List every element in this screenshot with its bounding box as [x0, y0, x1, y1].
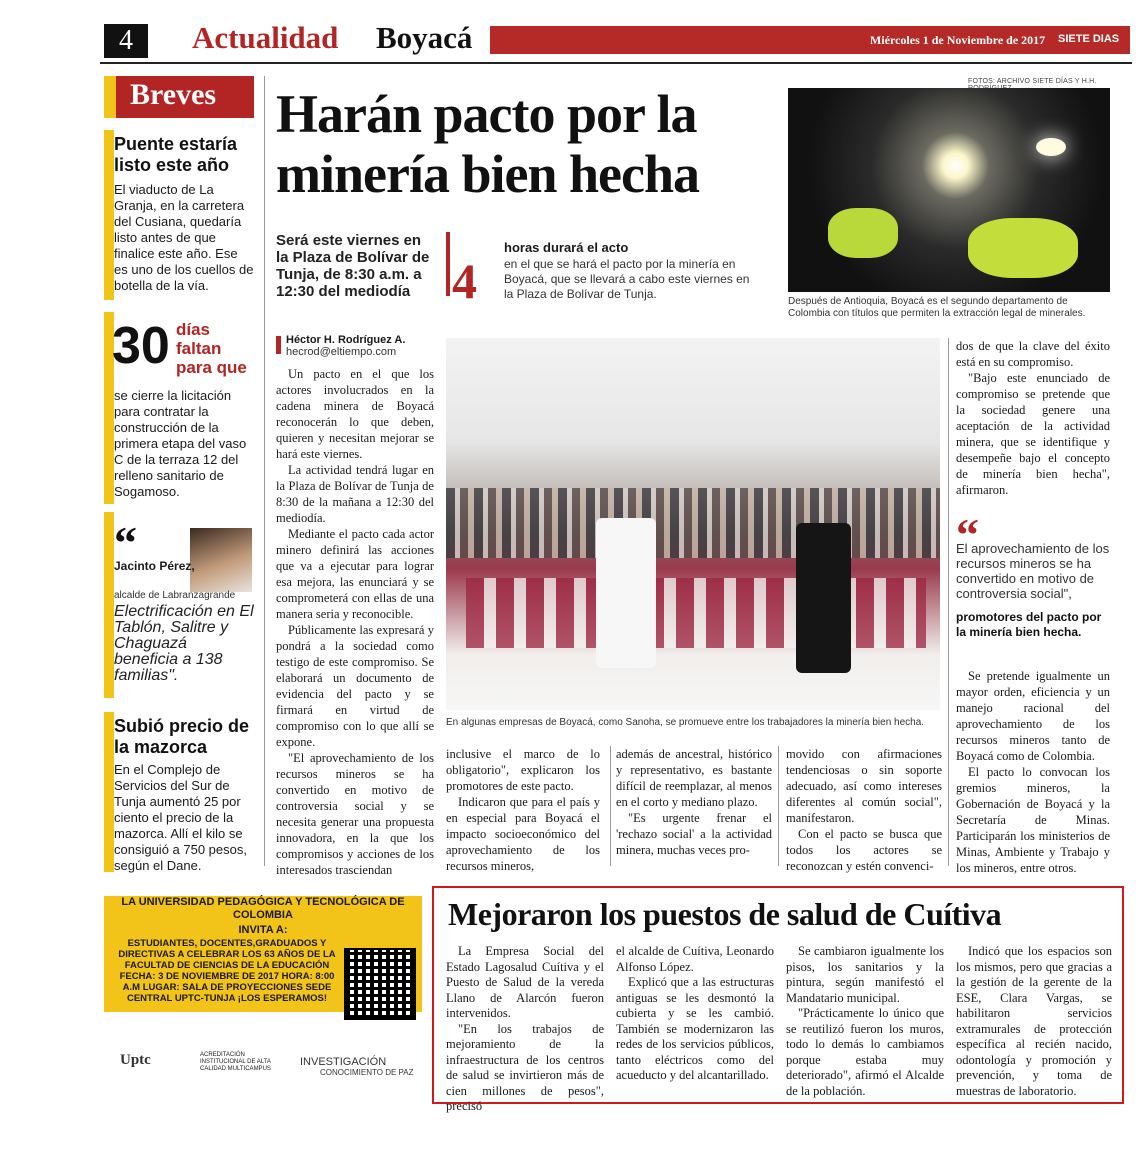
- column-divider: [264, 76, 265, 866]
- paragraph: El pacto lo convocan los gremios mineros, la Gobernación de Boyacá y la Secretaría de Minas. Participarán los ministerios de Minas, Ambiente y Trabajo y los mineros, entre otros.: [956, 765, 1110, 875]
- pull-quote-attribution: promotores del pacto por la minería bien hecha.: [956, 610, 1102, 639]
- paragraph: "Prácticamente lo único que se reutilizó fueron los muros, todo lo demás lo cambiamos porque estaba muy deteriorado", afirmó el Alcalde de la población.: [786, 1006, 944, 1098]
- column-divider: [948, 338, 949, 866]
- paragraph: Mediante el pacto cada actor minero definirá las acciones que va a ejecutar para lograr esa mejora, las enunciará y se comprometerá con ellas de una manera seria y reconocible.: [276, 527, 434, 621]
- paragraph: movido con afirmaciones tendenciosas o sin soporte adecuado, así como intereses diferentes al común social", manifestaron.: [786, 747, 942, 825]
- issue-date: Miércoles 1 de Noviembre de 2017: [870, 33, 1046, 47]
- quote-accent: [104, 512, 114, 698]
- quote-person-name: Jacinto Pérez,: [114, 559, 195, 573]
- health-story-headline: Mejoraron los puestos de salud de Cuítiva: [448, 896, 1002, 932]
- paragraph: Se cambiaron igualmente los pisos, los sanitarios y la pintura, según manifestó el Mandatario municipal.: [786, 944, 944, 1005]
- health-column-3: [786, 944, 944, 1099]
- person-photo: [190, 528, 252, 592]
- investigacion-tagline: CONOCIMIENTO DE PAZ: [320, 1068, 414, 1077]
- section-title: Actualidad: [192, 20, 339, 55]
- miners-photo: [788, 88, 1110, 292]
- paragraph: además de ancestral, histórico y representativo, es bastante difícil de reemplazar, al menos en el corto y mediano plazo.: [616, 747, 772, 809]
- photo-credit: FOTOS: ARCHIVO SIETE DÍAS Y H.H.: [968, 78, 1097, 85]
- qr-code-icon: [344, 948, 416, 1020]
- paragraph: el alcalde de Cuítiva, Leonardo Alfonso López.: [616, 944, 774, 974]
- miners-photo-caption: Después de Antioquia, Boyacá es el segundo departamento de Colombia con títulos que permiten la extracción legal de minerales.: [788, 296, 1086, 319]
- paragraph: La actividad tendrá lugar en la Plaza de Bolívar de Tunja de 8:30 de la mañana a 12:30 del mediodía.: [276, 463, 434, 525]
- quote-mark-icon: “: [114, 517, 137, 568]
- article-column-2: [446, 746, 600, 874]
- paragraph: "Bajo este enunciado de compromiso se pretende que la sociedad genere una aceptación de la actividad minera, que se identifique y desempeñe bajo el concepto de minería bien hecha", afirmaron.: [956, 371, 1110, 497]
- workers-meeting-photo: [446, 338, 940, 710]
- paragraph: Públicamente las expresará y pondrá a la sociedad como testigo de este compromiso. Se elaborará un documento de evidencia del pacto y se firmará en virtud de compromiso con lo que allí se expone.: [276, 623, 434, 749]
- paragraph: dos de que la clave del éxito está en su compromiso.: [956, 339, 1110, 369]
- brief-1-headline: Puente estaría listo este año: [114, 134, 238, 175]
- article-column-4: [786, 746, 942, 874]
- paragraph: Indicaron que para el país y en especial para Boyacá el impacto socioeconómico del aprovechamiento de los recursos mineros,: [446, 795, 600, 873]
- uptc-logo: Uptc: [120, 1052, 151, 1068]
- brief-1-body: El viaducto de La Granja, en la carretera del Cusiana, quedaría listo antes de que finalice este año. Ese es uno de los cuellos de botella de la vía.: [114, 182, 254, 293]
- workers-photo-caption: En algunas empresas de Boyacá, como Sanoha, se promueve entre los trabajadores la minería bien hecha.: [446, 717, 925, 728]
- page-number: 4: [104, 24, 148, 58]
- brief-1-accent: [104, 130, 114, 300]
- brief-3-accent: [104, 712, 114, 872]
- brief-2-body: se cierre la licitación para contratar la construcción de la primera etapa del vaso C de la terraza 12 del relleno sanitario de Sogamoso.: [114, 388, 247, 499]
- main-headline: Harán pacto por la minería bien hecha: [276, 84, 699, 204]
- accreditation-logo: ACREDITACIÓN INSTITUCIONAL DE ALTA CALIDAD MULTICAMPUS: [200, 1052, 271, 1072]
- highlight-number: 4: [452, 253, 477, 309]
- pull-quote-text: El aprovechamiento de los recursos mineros se ha convertido en motivo de controversia social",: [956, 541, 1110, 601]
- section-region: Boyacá: [376, 20, 473, 55]
- brief-2-number: 30: [112, 317, 170, 375]
- health-column-1: [446, 944, 604, 1115]
- paragraph: Con el pacto se busca que todos los actores se reconozcan y estén convenci-: [786, 827, 942, 873]
- column-divider: [610, 746, 611, 866]
- brief-3-body: En el Complejo de Servicios del Sur de Tunja aumentó 25 por ciento el precio de la mazorca. Allí el kilo se consiguió a 750 pesos, según el Dane.: [114, 762, 247, 873]
- paragraph: "Es urgente frenar el 'rechazo social' a la actividad minera, muchas veces pro-: [616, 811, 772, 857]
- header-rule: [100, 62, 1132, 64]
- investigacion-logo: INVESTIGACIÓN: [300, 1056, 387, 1068]
- paragraph: "El aprovechamiento de los recursos mineros se ha convertido en motivo de controversia social y se necesita generar una propuesta innovadora, en la que los compromisos y acciones de los interesados trasciendan: [276, 751, 434, 877]
- author-accent: [276, 336, 281, 354]
- quote-text: Electrificación en El Tablón, Salitre y Chaguazá beneficia a 138 familias".: [114, 603, 254, 684]
- paragraph: inclusive el marco de lo obligatorio", explicaron los promotores de este pacto.: [446, 747, 600, 793]
- article-column-3: [616, 746, 772, 858]
- paragraph: Se pretende igualmente un mayor orden, eficiencia y un manejo racional del aprovechamiento de los recursos mineros tanto de Boyacá como de Colombia.: [956, 669, 1110, 763]
- paragraph: Indicó que los espacios son los mismos, pero que gracias a la gestión de la gerente de la ESE, Clara Vargas, se habilitaron servicios extramurales de protección específica al recién nacido, odontología y promoción y prevención, y toma de muestras de laboratorio.: [956, 944, 1112, 1098]
- paragraph: Un pacto en el que los actores involucrados en la cadena minera de Boyacá reconocerán lo que deben, quieren y necesitan mejorar se hará este viernes.: [276, 367, 434, 461]
- paper-name: SIETE DIAS: [1058, 33, 1120, 45]
- paragraph: "En los trabajos de mejoramiento de la infraestructura de los centros de salud se invirtieron más de cien millones de pesos", precisó: [446, 1021, 604, 1113]
- ad-headline: LA UNIVERSIDAD PEDAGÓGICA Y TECNOLÓGICA DE COLOMBIA: [121, 896, 405, 921]
- quote-person-role: alcalde de Labranzagrande: [114, 590, 236, 601]
- ad-invita: INVITA A:: [238, 924, 288, 936]
- article-column-5a: [956, 338, 1110, 498]
- highlight-accent: [446, 232, 450, 296]
- author-email: hecrod@eltiempo.com: [286, 346, 397, 358]
- article-column-1: [276, 366, 434, 878]
- highlight-head: horas durará el acto: [504, 240, 629, 255]
- pull-quote-mark-icon: “: [956, 509, 979, 560]
- highlight-body: en el que se hará el pacto por la minería en Boyacá, que se llevará a cabo este viernes en la Plaza de Bolívar de Tunja.: [504, 257, 750, 301]
- paragraph: Explicó que a las estructuras antiguas se les desmontó la cubierta y se les cambió. También se modernizaron las redes de los servicios públicos, tanto eléctricos como del acueducto y del alcantarillado.: [616, 975, 774, 1082]
- ad-body: ESTUDIANTES, DOCENTES,GRADUADOS Y DIRECTIVAS A CELEBRAR LOS 63 AÑOS DE LA FACULTAD DE CIENCIAS DE LA EDUCACIÓN FECHA: 3 DE NOVIEMBRE DE 2017 HORA: 8:00 A.M LUGAR: SALA DE PROYECCIONES SEDE CENTRAL UPTC-TUNJA ¡LOS ESPERAMOS!: [118, 938, 336, 1004]
- article-column-5b: [956, 668, 1110, 876]
- author-name: Héctor H. Rodríguez A.: [286, 334, 406, 346]
- brief-2-number-words: días faltan para que: [176, 320, 247, 377]
- breves-title: Breves: [130, 78, 217, 111]
- main-deck: Será este viernes en la Plaza de Bolívar de Tunja, de 8:30 a.m. a 12:30 del mediodía: [276, 232, 430, 300]
- column-divider: [778, 746, 779, 866]
- health-column-4: [956, 944, 1112, 1099]
- paragraph: La Empresa Social del Estado Lagosalud Cuítiva y el Puesto de Salud de la vereda Llano de Alarcón fueron intervenidos.: [446, 944, 604, 1020]
- brief-3-headline: Subió precio de la mazorca: [114, 716, 250, 757]
- health-column-2: [616, 944, 774, 1084]
